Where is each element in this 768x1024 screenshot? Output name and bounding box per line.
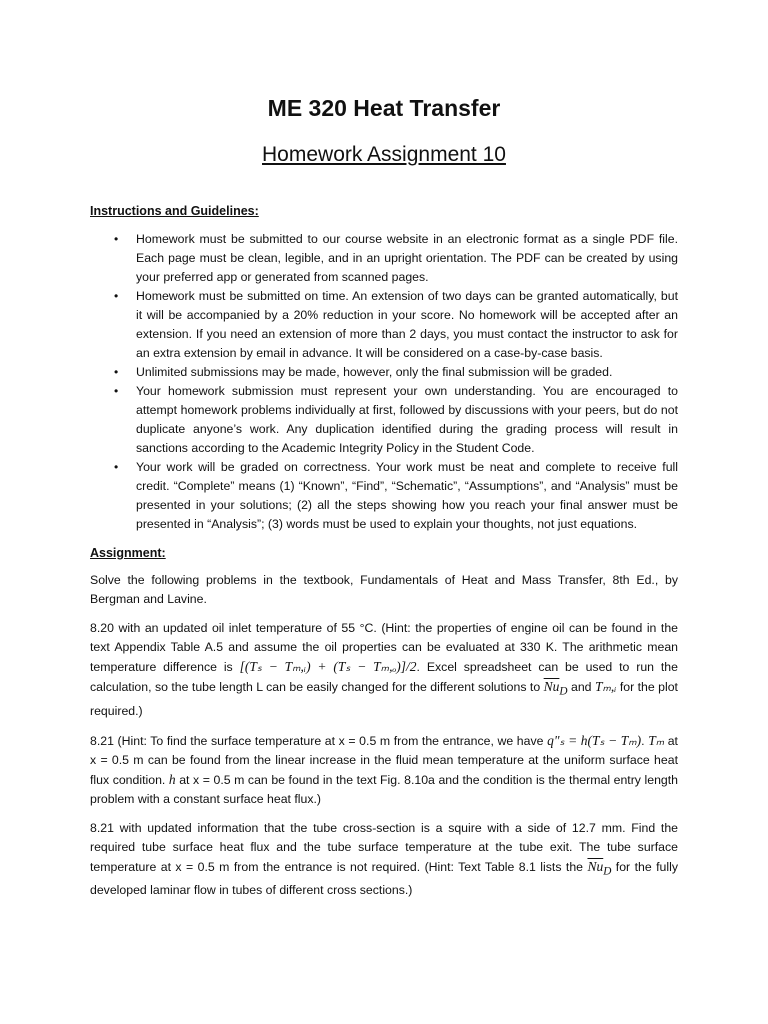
list-item	[114, 382, 678, 458]
mean-temperature-formula: [(Tₛ − Tₘ,ᵢ) + (Tₛ − Tₘ,ₒ)]/2	[239, 659, 417, 674]
nusselt-symbol	[587, 858, 612, 878]
list-item	[114, 363, 678, 382]
list-item-text: Unlimited submissions may be made, however, only the final submission will be graded.	[136, 365, 613, 379]
heat-transfer-coefficient-symbol: h	[168, 771, 176, 787]
bullet-icon: •	[114, 365, 119, 379]
surface-heat-flux-formula: q"ₛ = h(Tₛ − Tₘ)	[547, 732, 642, 748]
nusselt-symbol	[543, 679, 568, 698]
assignment-heading: Assignment:	[90, 546, 166, 560]
list-item	[114, 230, 678, 287]
problem-text: at x = 0.5 m can be found from the linear increase in the fluid mean temperature at the uniform surface heat flux condition.	[90, 733, 678, 787]
mean-inlet-temperature-symbol: Tₘ,ᵢ	[594, 679, 617, 694]
bullet-icon: •	[114, 232, 119, 246]
problem-text: . Excel spreadsheet can be used to run the calculation, so the tube length L can be easily changed for the different solutions to	[90, 660, 678, 694]
assignment-intro: Solve the following problems in the textbook, Fundamentals of Heat and Mass Transfer, 8th Ed., by Bergman and Lavine.	[90, 573, 678, 606]
list-item-text: Homework must be submitted on time. An extension of two days can be granted automatically, but it will be accompanied by a 20% reduction in your score. No homework will be accepted after an extension. If you need an extension of more than 2 days, you must contact the instructor to ask for an extra extension by email in advance. It will be considered on a case-by-case basis.	[136, 289, 678, 360]
instructions-list	[90, 230, 678, 534]
list-item-text: Your homework submission must represent your own understanding. You are encouraged to attempt homework problems individually at first, followed by discussions with your peers, but do not duplicate anyone’s work. Any duplication identified during the grading process will result in sanctions according to the Academic Integrity Policy in the Student Code.	[136, 384, 678, 455]
problem-text: 8.20 with an updated oil inlet temperature of 55 °C. (Hint: the properties of engine oil can be found in the text Appendix Table A.5 and assume the oil properties can be evaluated at 330 K. The arithmetic mean temperature difference is	[90, 621, 678, 674]
problem-text: and	[567, 680, 595, 694]
nusselt-subscript: D	[559, 685, 568, 698]
list-item-text: Homework must be submitted to our course website in an electronic format as a single PDF file. Each page must be clean, legible, and in an upright orientation. The PDF can be created by using your preferred app or generated from scanned pages.	[136, 232, 678, 284]
problem-text: 8.21 (Hint: To find the surface temperature at x = 0.5 m from the entrance, we have	[90, 733, 548, 748]
problem-text: 8.21 with updated information that the tube cross-section is a squire with a side of 12.7 mm. Find the required tube surface heat flux and the tube surface temperature at the tube exit. The tube surface temperature at x = 0.5 m from the entrance is not required. (Hint: Text Table 8.1 lists the	[90, 820, 678, 874]
nusselt-base: $\overline{Nu}$	[543, 679, 560, 694]
document-subtitle: Homework Assignment 10	[262, 143, 506, 166]
list-item-text: Your work will be graded on correctness. Your work must be neat and complete to receive full credit. “Complete” means (1) “Known”, “Find”, “Schematic”, “Assumptions”, and “Analysis” must be presented in your solutions; (2) all the steps showing how you reach your final answer must be presented in “Analysis”; (3) words must be used to explain your thoughts, not just equations.	[136, 460, 678, 531]
problem-text: for the plot required.)	[90, 680, 678, 718]
problem-8-21-hint	[90, 731, 678, 809]
problem-8-20	[90, 619, 678, 721]
mean-temperature-symbol: Tₘ	[648, 732, 665, 748]
nusselt-subscript: D	[603, 865, 612, 878]
nusselt-base: $\overline{Nu}$	[587, 858, 604, 874]
problem-text: .	[641, 733, 649, 748]
bullet-icon: •	[114, 460, 119, 474]
list-item	[114, 458, 678, 534]
problem-text: for the fully developed laminar flow in tubes of different cross sections.)	[90, 859, 678, 898]
document-title: ME 320 Heat Transfer	[267, 95, 501, 121]
bullet-icon: •	[114, 289, 119, 303]
problem-8-21-square	[90, 819, 678, 901]
bullet-icon: •	[114, 384, 119, 398]
instructions-heading: Instructions and Guidelines:	[90, 204, 259, 218]
list-item	[114, 287, 678, 363]
problem-text: at x = 0.5 m can be found in the text Fig. 8.10a and the condition is the thermal entry length problem with a constant surface heat flux.)	[90, 772, 679, 806]
